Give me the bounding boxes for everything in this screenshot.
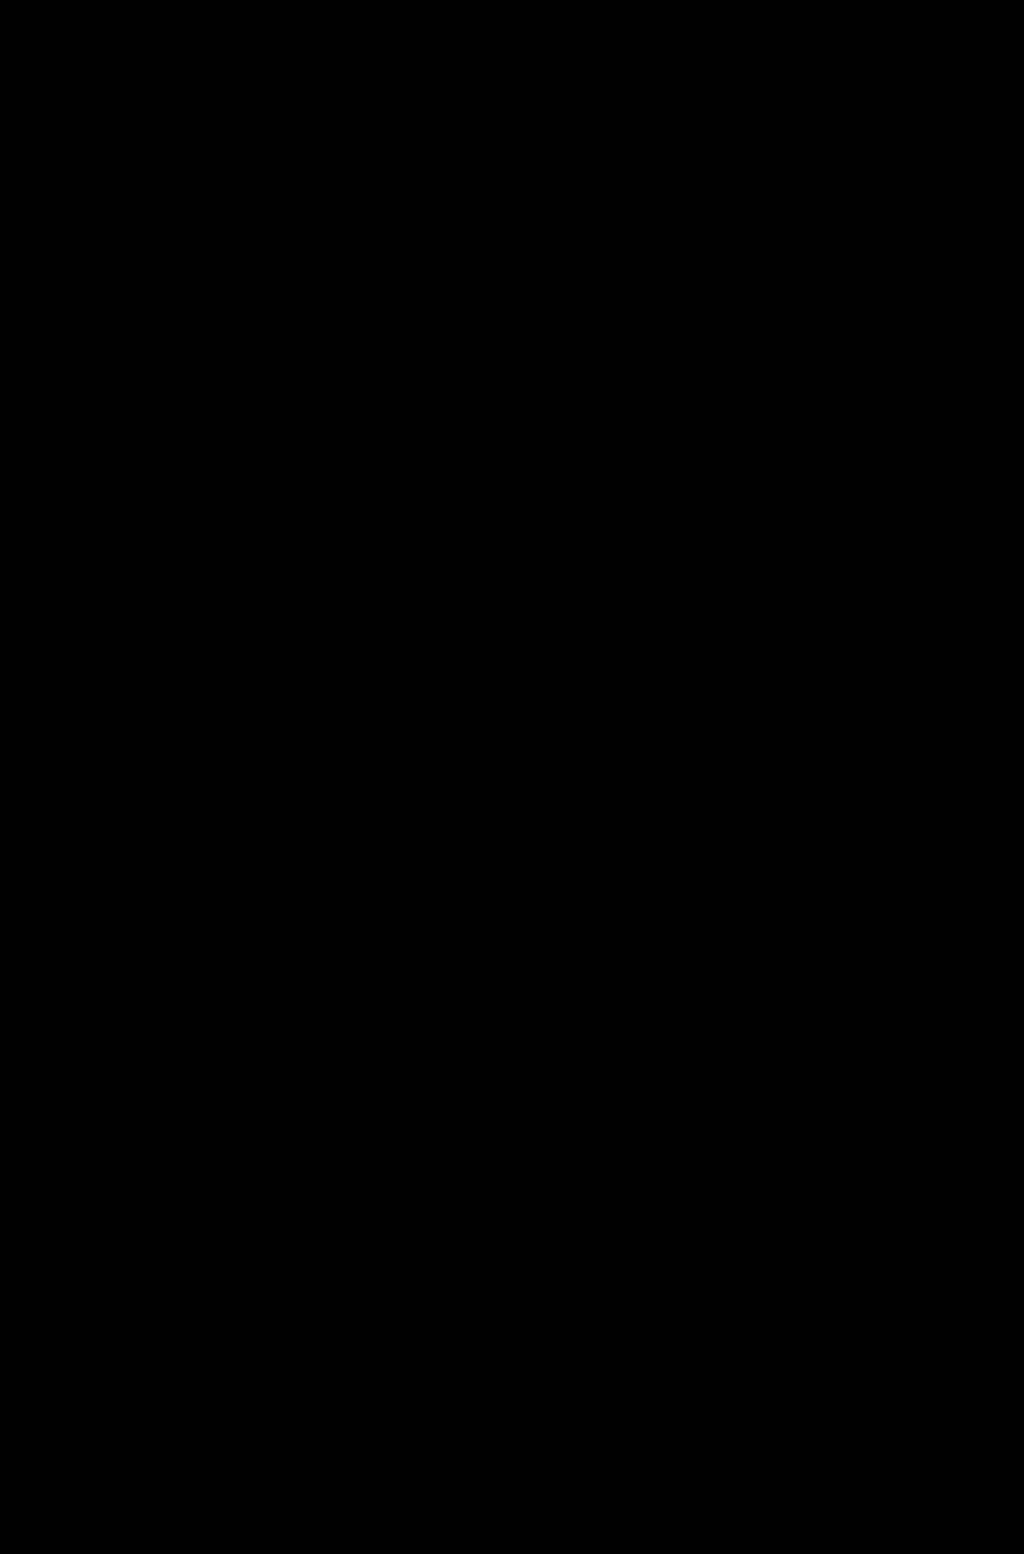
text-column (62, 40, 972, 66)
